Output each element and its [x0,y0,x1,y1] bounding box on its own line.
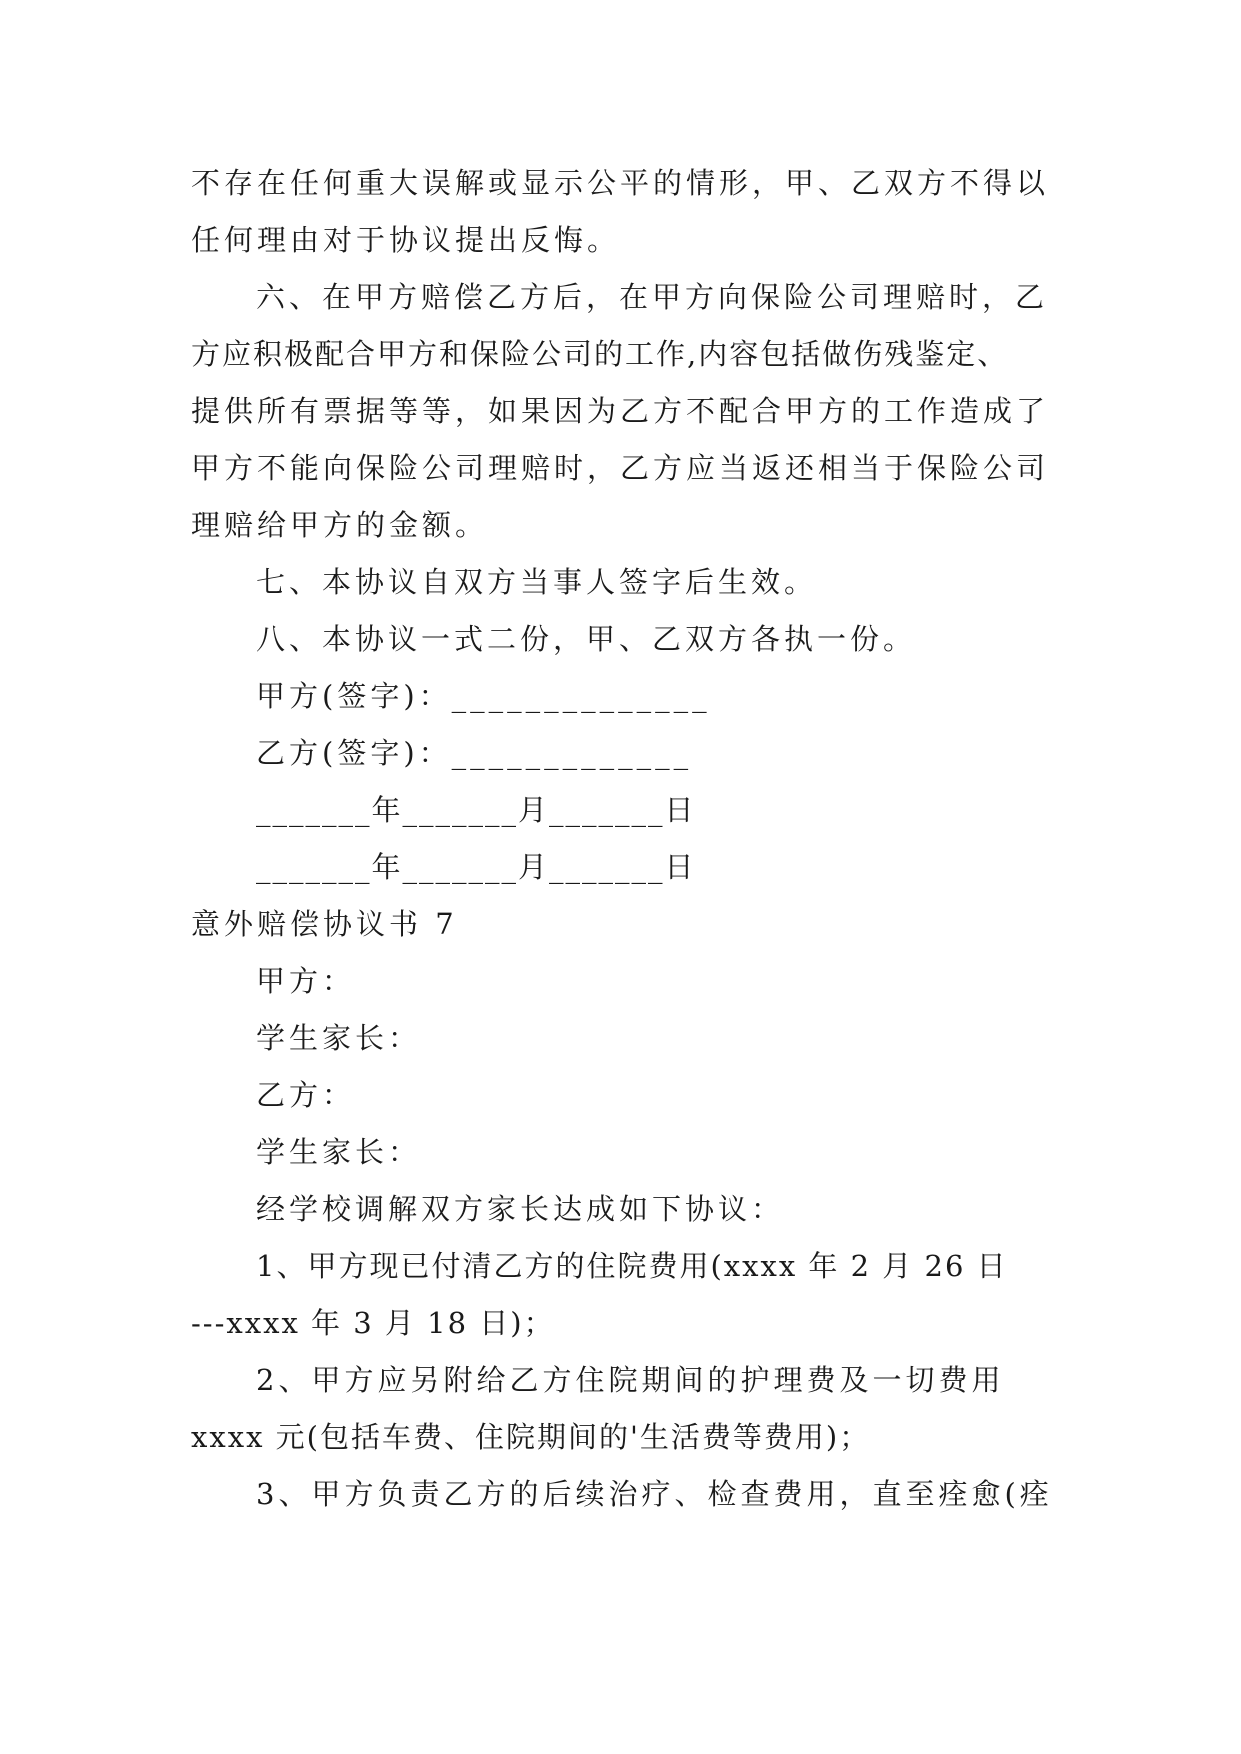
section-title: 意外赔偿协议书 7 [191,907,458,941]
text-line: xxxx 元(包括车费、住院期间的'生活费等费用)； [191,1420,871,1454]
signature-line-party-b: 乙方(签字)：_____________ [256,736,693,770]
text-line: 任何理由对于协议提出反悔。 [191,223,621,257]
clause-3: 3、甲方负责乙方的后续治疗、检查费用，直至痊愈(痊 [256,1477,1053,1511]
text-line: 方应积极配合甲方和保险公司的工作,内容包括做伤残鉴定、 [191,337,1009,371]
parent-label: 学生家长： [256,1135,422,1169]
text-line: 六、在甲方赔偿乙方后，在甲方向保险公司理赔时，乙 [256,280,1049,314]
text-line: 不存在任何重大误解或显示公平的情形，甲、乙双方不得以 [191,166,1050,200]
text-line: 八、本协议一式二份，甲、乙双方各执一份。 [256,622,917,656]
party-a-label: 甲方： [256,964,356,998]
text-line: 提供所有票据等等，如果因为乙方不配合甲方的工作造成了 [191,394,1050,428]
text-line: 甲方不能向保险公司理赔时，乙方应当返还相当于保险公司 [191,451,1050,485]
text-line: 七、本协议自双方当事人签字后生效。 [256,565,818,599]
signature-line-party-a: 甲方(签字)：______________ [256,679,711,713]
date-line: _______年_______月_______日 [256,793,696,827]
text-line: ---xxxx 年 3 月 18 日)； [191,1306,555,1340]
clause-1: 1、甲方现已付清乙方的住院费用(xxxx 年 2 月 26 日 [256,1249,1008,1283]
text-line: 经学校调解双方家长达成如下协议： [256,1192,785,1226]
party-b-label: 乙方： [256,1078,356,1112]
date-line: _______年_______月_______日 [256,850,696,884]
clause-2: 2、甲方应另附给乙方住院期间的护理费及一切费用 [256,1363,1005,1397]
parent-label: 学生家长： [256,1021,422,1055]
text-line: 理赔给甲方的金额。 [191,508,489,542]
